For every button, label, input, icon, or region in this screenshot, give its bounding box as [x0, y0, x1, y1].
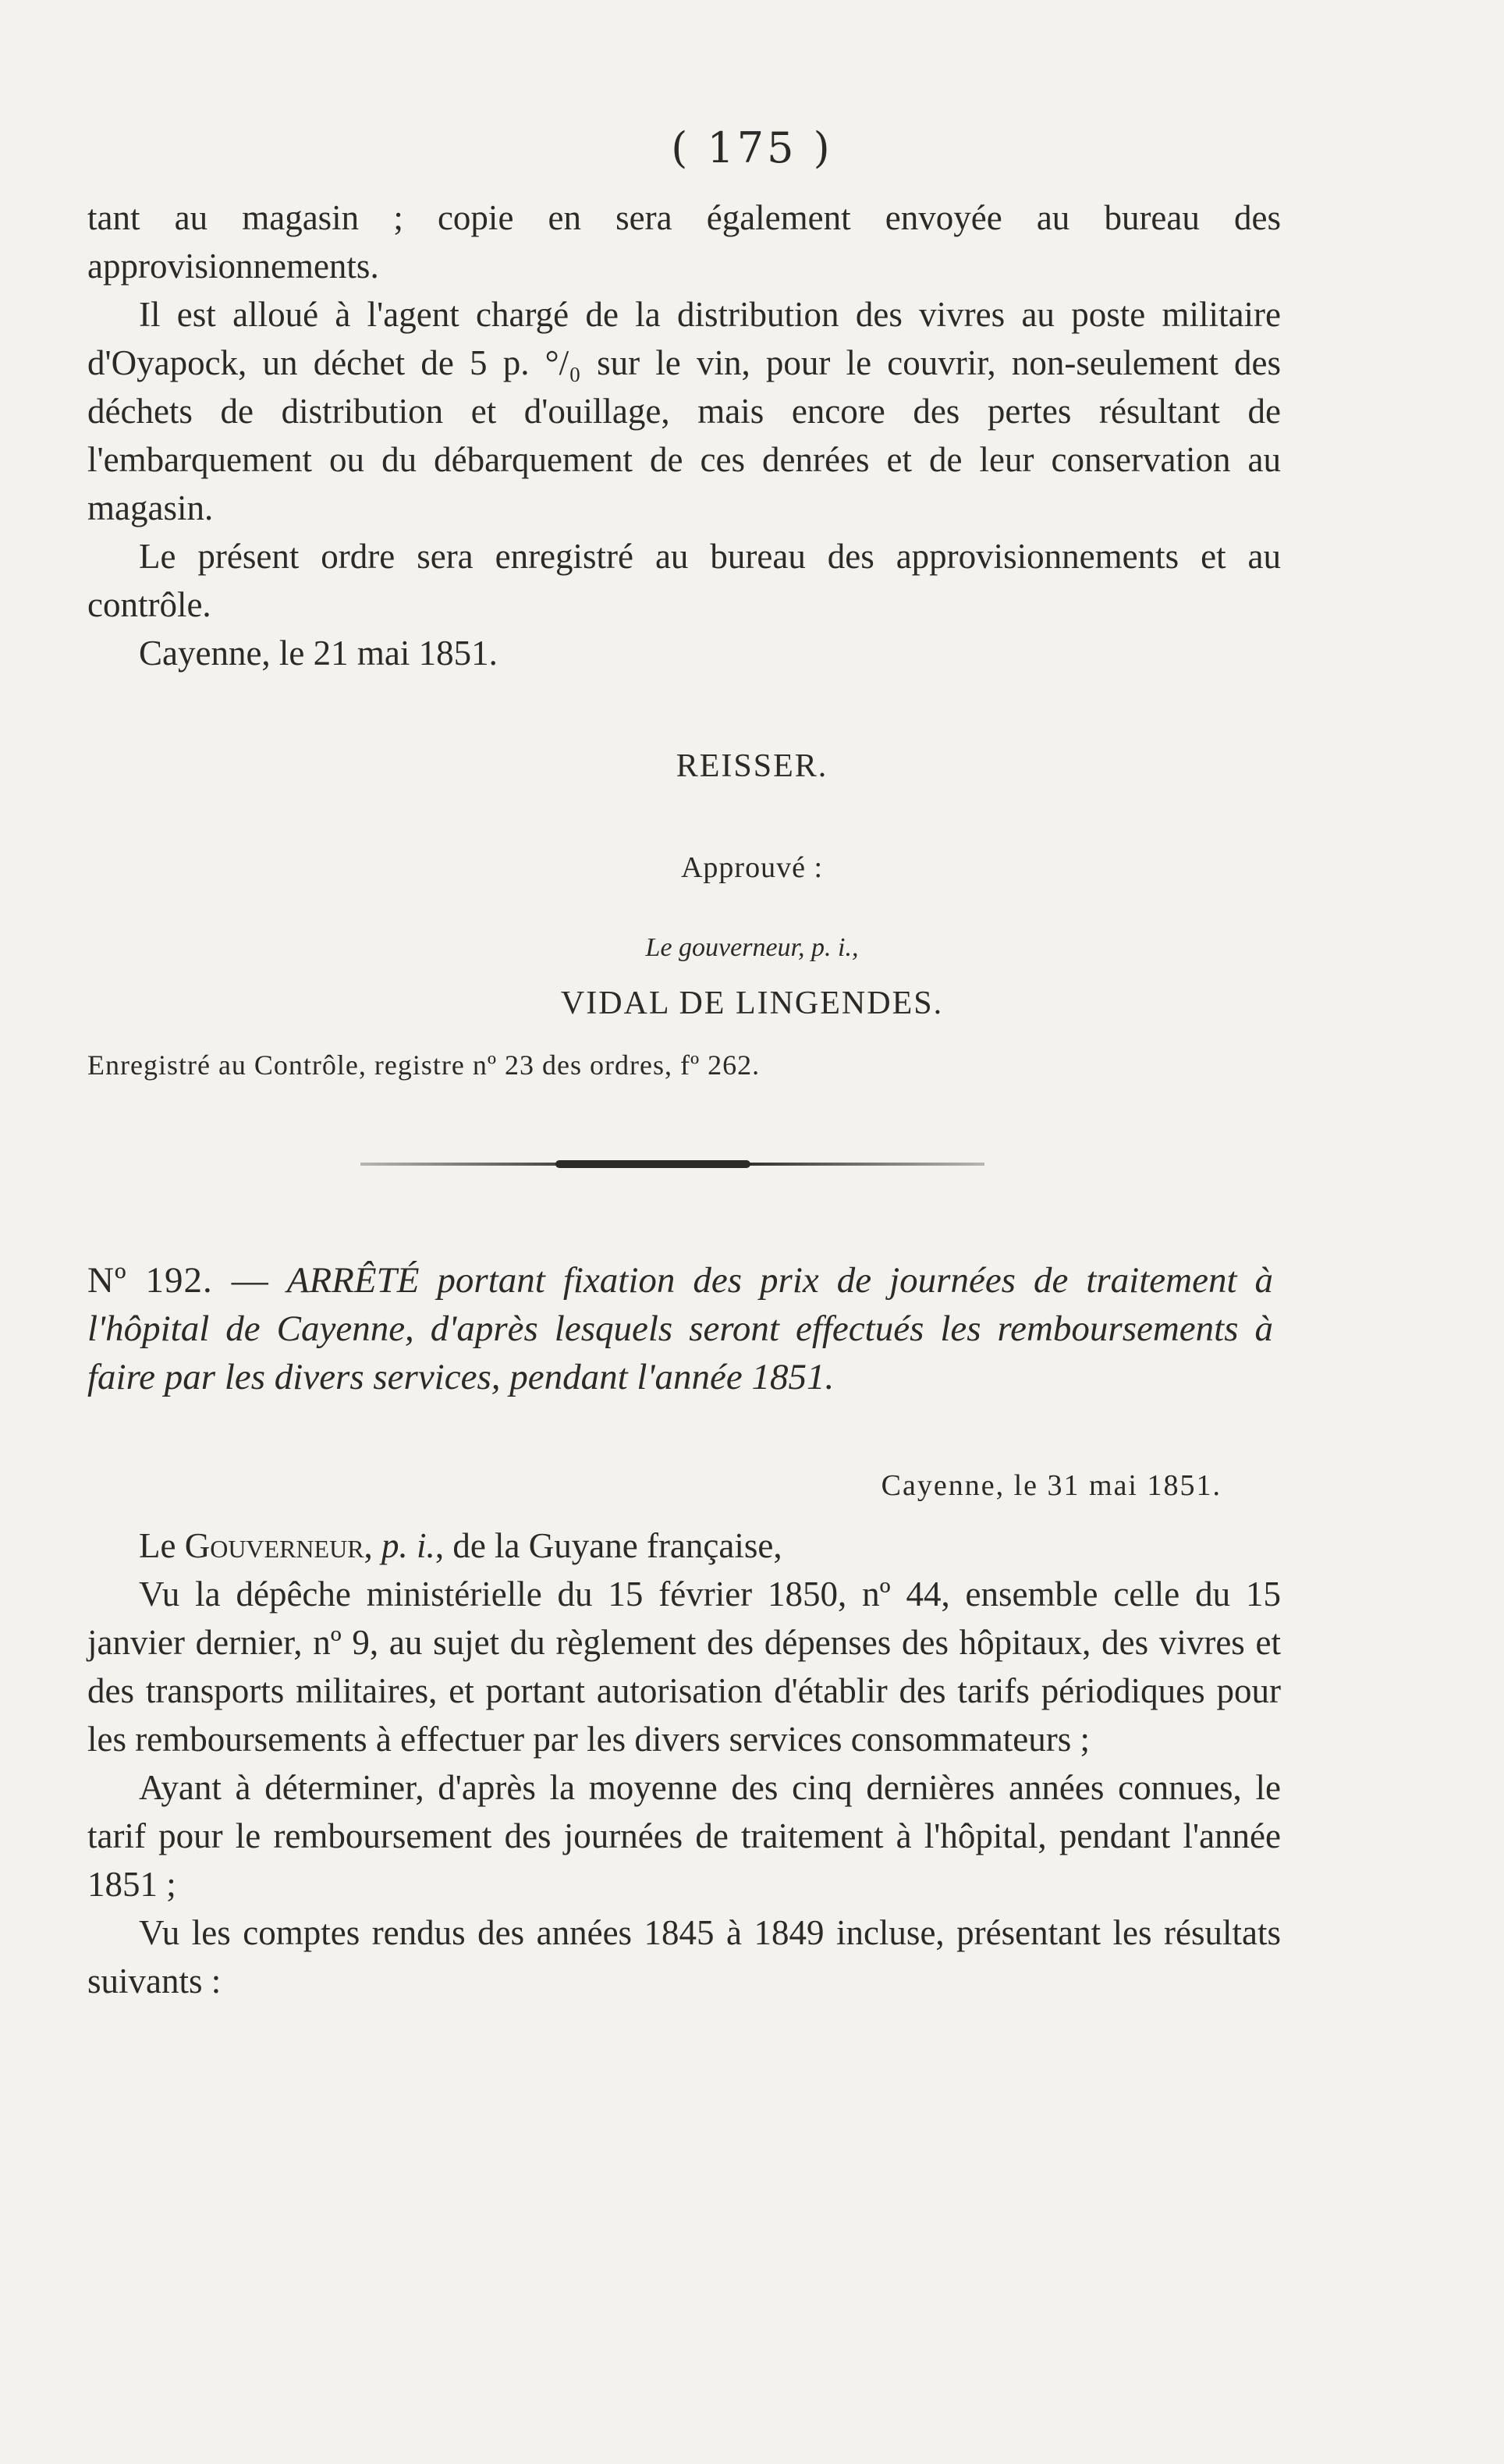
governor-word: Gouverneur [184, 1526, 364, 1565]
registry-note: Enregistré au Contrôle, registre nº 23 des ordres, fº 262. [87, 1049, 761, 1081]
order-continuation [87, 193, 1281, 677]
approval-label: Approuvé : [680, 851, 824, 884]
paragraph: Il est alloué à l'agent chargé de la distribution des vivres au poste militaire d'Oyapock, un déchet de 5 p. °/₀ sur le vin, pour le couvrir, non-seulement des déchets de distribution et d'ouillage, mais encore des pertes résultant de l'embarquement ou du débarquement de ces denrées et de leur conservation au magasin. [87, 295, 1281, 527]
section-divider-ornament [555, 1160, 750, 1168]
decree-title [87, 1256, 1273, 1401]
decree-date: Cayenne, le 31 mai 1851. [881, 1469, 1222, 1502]
place-date: Cayenne, le 21 mai 1851. [139, 634, 498, 673]
decree-heading: ARRÊTÉ portant fixation des prix de journées de traitement à l'hôpital de Cayenne, d'après lesquels seront effectués les remboursements à faire par les divers services, pendant l'année 1851. [87, 1260, 1273, 1397]
governor-prefix: Le [139, 1526, 185, 1565]
governor-pi: p. i. [381, 1526, 435, 1565]
page-number: ( 175 ) [671, 123, 833, 172]
governor-line [87, 1521, 1281, 1570]
governor-suffix: , de la Guyane française, [435, 1526, 782, 1565]
governor-sep: , [364, 1526, 382, 1565]
signer-name: REISSER. [676, 748, 828, 784]
paragraph: Ayant à déterminer, d'après la moyenne des cinq dernières années connues, le tarif pour le remboursement des journées de traitement à l'hôpital, pendant l'année 1851 ; [87, 1768, 1281, 1904]
governor-title: Le gouverneur, p. i., [645, 933, 859, 962]
paragraph: Vu la dépêche ministérielle du 15 février 1850, nº 44, ensemble celle du 15 janvier dernier, nº 9, au sujet du règlement des dépenses des hôpitaux, des vivres et des transports militaires, et portant autorisation d'établir des tarifs périodiques pour les remboursements à effectuer par les divers services consommateurs ; [87, 1575, 1281, 1759]
paragraph: Le présent ordre sera enregistré au bureau des approvisionnements et au contrôle. [87, 537, 1281, 624]
decree-body [87, 1521, 1281, 2005]
paragraph: Vu les comptes rendus des années 1845 à 1849 incluse, présentant les résultats suivants : [87, 1913, 1281, 2001]
paragraph: tant au magasin ; copie en sera également envoyée au bureau des approvisionnements. [87, 198, 1281, 286]
governor-name: VIDAL DE LINGENDES. [560, 985, 944, 1021]
decree-number: Nº 192. — [87, 1260, 269, 1301]
